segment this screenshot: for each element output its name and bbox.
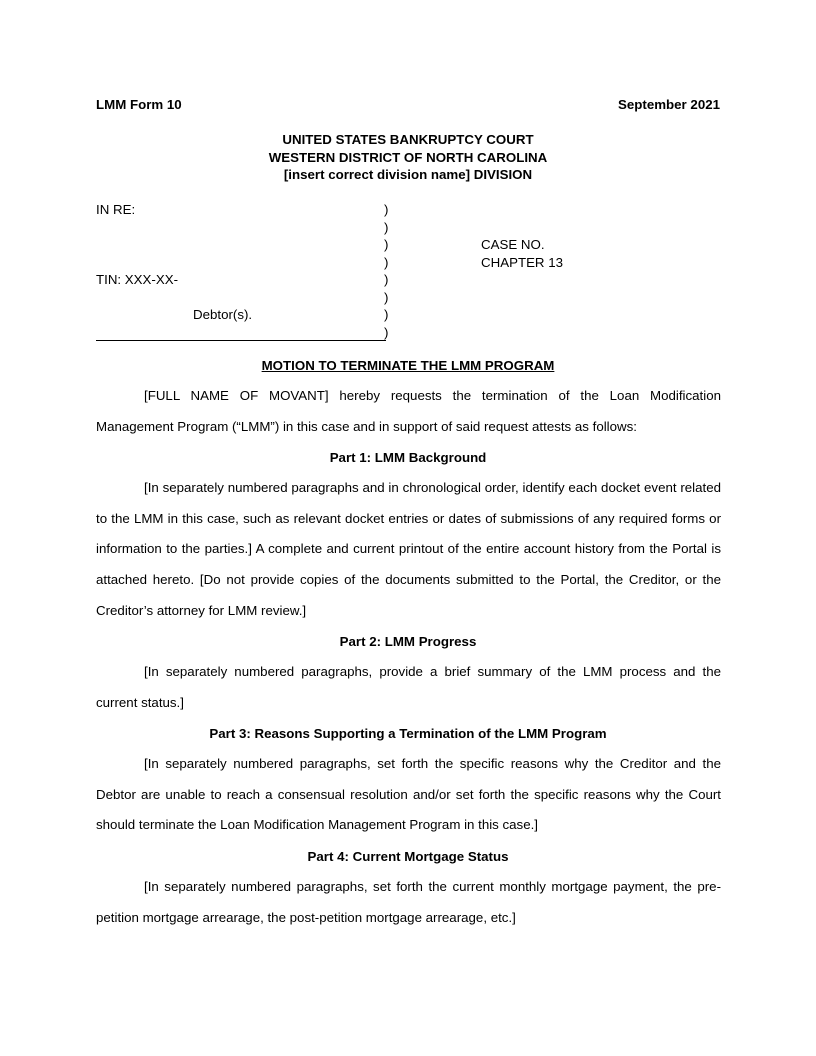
caption-underline bbox=[96, 340, 386, 341]
caption-paren: ) bbox=[384, 255, 389, 270]
part-2-body: [In separately numbered paragraphs, provide a brief summary of the LMM process and the current status.] bbox=[96, 664, 721, 710]
motion-title: MOTION TO TERMINATE THE LMM PROGRAM bbox=[261, 358, 555, 373]
part-4-body: [In separately numbered paragraphs, set forth the current monthly mortgage payment, the pre-petition mortgage arrearage, the post-petition mortgage arrearage, etc.] bbox=[96, 879, 721, 925]
caption-paren: ) bbox=[384, 325, 389, 340]
part-3-heading: Part 3: Reasons Supporting a Termination of the LMM Program bbox=[209, 726, 607, 741]
case-number-label: CASE NO. bbox=[481, 237, 545, 252]
caption-paren: ) bbox=[384, 307, 389, 322]
motion-intro: [FULL NAME OF MOVANT] hereby requests the termination of the Loan Modification Management Program (“LMM”) in this case and in support of said request attests as follows: bbox=[96, 388, 721, 434]
tin-label: TIN: XXX-XX- bbox=[96, 272, 179, 287]
court-division: [insert correct division name] DIVISION bbox=[283, 167, 533, 182]
court-district: WESTERN DISTRICT OF NORTH CAROLINA bbox=[268, 150, 548, 165]
part-1-body: [In separately numbered paragraphs and in chronological order, identify each docket event related to the LMM in this case, such as relevant docket entries or dates of submissions of any required forms or information to the parties.] A complete and current printout of the entire account history from the Portal is attached hereto. [Do not provide copies of the documents submitted to the Portal, the Creditor, or the Creditor’s attorney for LMM review.] bbox=[96, 480, 721, 618]
part-2-heading: Part 2: LMM Progress bbox=[339, 634, 477, 649]
caption-paren: ) bbox=[384, 220, 389, 235]
caption-paren: ) bbox=[384, 272, 389, 287]
part-1-heading: Part 1: LMM Background bbox=[329, 450, 487, 465]
form-date: September 2021 bbox=[618, 97, 720, 112]
caption-paren: ) bbox=[384, 202, 389, 217]
part-4-heading: Part 4: Current Mortgage Status bbox=[307, 849, 509, 864]
in-re-label: IN RE: bbox=[96, 202, 136, 217]
form-label: LMM Form 10 bbox=[96, 97, 182, 112]
caption-paren: ) bbox=[384, 290, 389, 305]
caption-paren: ) bbox=[384, 237, 389, 252]
debtor-label: Debtor(s). bbox=[193, 307, 253, 322]
court-name: UNITED STATES BANKRUPTCY COURT bbox=[282, 132, 534, 147]
chapter-label: CHAPTER 13 bbox=[481, 255, 564, 270]
part-3-body: [In separately numbered paragraphs, set forth the specific reasons why the Creditor and the Debtor are unable to reach a consensual resolution and/or set forth the specific reasons why the Court should terminate the Loan Modification Management Program in this case.] bbox=[96, 756, 721, 833]
